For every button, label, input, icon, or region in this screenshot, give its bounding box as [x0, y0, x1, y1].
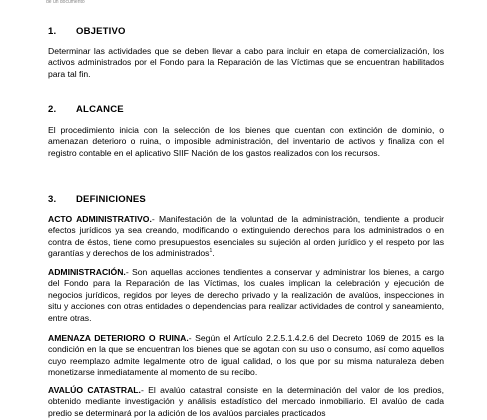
- definition-term: ACTO ADMINISTRATIVO.: [48, 214, 152, 224]
- section-heading-alcance: [48, 104, 124, 115]
- definition-administracion: [48, 267, 444, 324]
- definition-term: AMENAZA DETERIORO O RUINA.: [48, 333, 189, 343]
- section-number: 3.: [48, 194, 57, 205]
- alcance-paragraph: El procedimiento inicia con la selección de los bienes que cuentan con extinción de dominio, o amenazan deterioro o ruina, o imposible administración, del inventario de activos y finaliza con el registro contable en el aplicativo SIIF Nación de los gastos realizados con los recursos.: [48, 125, 444, 158]
- definition-text: - El avalúo catastral consiste en la determinación del valor de los predios, obtenido mediante investigación y análisis estadístico del mercado inmobiliario. El avalúo de cada predio se determinará por la adición de los avalúos parciales practicados: [48, 385, 444, 418]
- definition-text: - Manifestación de la voluntad de la administración, tendiente a producir efectos jurídicos ya sea creando, modificando o extinguiendo derechos para los administrados o en contra de éstos, tiene como presupuestos esenciales su sujeción al orden jurídico y el respeto por las garantías y derechos de los administrados: [48, 214, 444, 259]
- definition-end: .: [212, 248, 215, 259]
- section-title: OBJETIVO: [76, 26, 126, 37]
- definition-term: AVALÚO CATASTRAL.: [48, 385, 141, 395]
- definition-acto-administrativo: [48, 214, 444, 260]
- definition-amenaza-deterioro: [48, 333, 444, 379]
- section-number: 1.: [48, 26, 57, 37]
- objetivo-paragraph: Determinar las actividades que se deben llevar a cabo para incluir en etapa de comercialización, los activos administrados por el Fondo para la Reparación de las Víctimas que se encuentran habilitados para tal fin.: [48, 46, 444, 79]
- definition-text: - Son aquellas acciones tendientes a conservar y administrar los bienes, a cargo del Fondo para la Reparación de las Víctimas, los cuales implican la celebración y ejecución de negocios jurídicos, regidos por leyes de derecho privado y la realización de avalúos, inspecciones in situ y acciones con otras entidades o dependencias para realizar actividades de control y saneamiento, entre otras.: [48, 267, 444, 323]
- section-heading-definiciones: [48, 194, 146, 205]
- definition-term: ADMINISTRACIÓN.: [48, 267, 126, 277]
- section-heading-objetivo: [48, 26, 126, 37]
- section-title: DEFINICIONES: [76, 194, 146, 205]
- definition-text: - Según el Artículo 2.2.5.1.4.2.6 del Decreto 1069 de 2015 es la condición en la que se encuentran los bienes que se agotan con su uso o consumo, así como aquellos cuyo reemplazo admite legalmente otro de igual calidad, o los que por su misma naturaleza deben monetizarse inmediatamente al momento de su recibo.: [48, 333, 444, 378]
- definition-avaluo-catastral: [48, 385, 444, 419]
- footnote-marker[interactable]: 1: [209, 248, 213, 255]
- section-number: 2.: [48, 104, 57, 115]
- section-title: ALCANCE: [76, 104, 124, 115]
- header-fragment: de un documento: [46, 0, 85, 4]
